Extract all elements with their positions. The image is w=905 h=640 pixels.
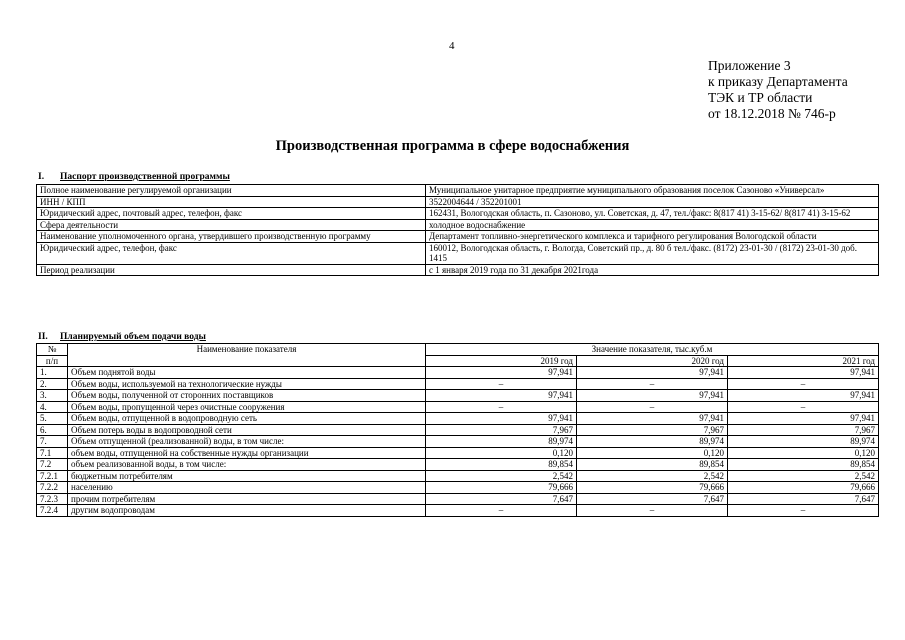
row-indicator-name: Объем воды, полученной от сторонних поставщиков [68, 390, 426, 402]
row-value-2020: 7,967 [577, 424, 728, 436]
passport-row [37, 208, 879, 220]
table-row [37, 482, 879, 494]
passport-value: холодное водоснабжение [426, 219, 879, 231]
row-value-2020: 97,941 [577, 367, 728, 379]
row-value-2021: – [728, 378, 879, 390]
appendix-line-1: Приложение 3 [708, 58, 791, 73]
row-indicator-name: бюджетным потребителям [68, 470, 426, 482]
table-row [37, 436, 879, 448]
row-value-2019: 97,941 [426, 413, 577, 425]
row-value-2021: 97,941 [728, 390, 879, 402]
row-value-2019: 79,666 [426, 482, 577, 494]
table-row [37, 378, 879, 390]
row-value-2019: – [426, 378, 577, 390]
row-value-2020: 79,666 [577, 482, 728, 494]
row-value-2021: 97,941 [728, 367, 879, 379]
row-value-2021: – [728, 505, 879, 517]
section-2-heading [38, 332, 206, 342]
passport-row [37, 231, 879, 243]
passport-label: Юридический адрес, почтовый адрес, телефон, факс [37, 208, 426, 220]
document-title: Производственная программа в сфере водоснабжения [275, 138, 630, 154]
row-number: 1. [37, 367, 68, 379]
header-no: № [37, 344, 68, 356]
section-2-number: II. [38, 332, 48, 342]
row-indicator-name: другим водопроводам [68, 505, 426, 517]
row-value-2021: 7,967 [728, 424, 879, 436]
row-indicator-name: объем реализованной воды, в том числе: [68, 459, 426, 471]
passport-row [37, 196, 879, 208]
row-value-2020: 97,941 [577, 390, 728, 402]
header-no-sub: п/п [37, 355, 68, 367]
header-year-2021: 2021 год [728, 355, 879, 367]
row-value-2019: 7,647 [426, 493, 577, 505]
row-value-2019: 2,542 [426, 470, 577, 482]
row-number: 6. [37, 424, 68, 436]
row-value-2019: 89,974 [426, 436, 577, 448]
row-value-2020: 0,120 [577, 447, 728, 459]
table-row [37, 493, 879, 505]
passport-row [37, 264, 879, 276]
row-number: 7.1 [37, 447, 68, 459]
row-indicator-name: Объем воды, используемой на технологические нужды [68, 378, 426, 390]
row-value-2021: – [728, 401, 879, 413]
header-year-2019: 2019 год [426, 355, 577, 367]
row-number: 7.2 [37, 459, 68, 471]
section-1-heading [38, 172, 230, 182]
passport-value: 3522004644 / 352201001 [426, 196, 879, 208]
row-number: 7.2.4 [37, 505, 68, 517]
header-year-2020: 2020 год [577, 355, 728, 367]
section-2-title: Планируемый объем подачи воды [60, 332, 206, 342]
water-volume-table [36, 343, 879, 517]
header-value-group: Значение показателя, тыс.куб.м [426, 344, 879, 356]
row-number: 7. [37, 436, 68, 448]
row-value-2020: – [577, 401, 728, 413]
row-number: 7.2.3 [37, 493, 68, 505]
table-row [37, 505, 879, 517]
page-number: 4 [449, 40, 455, 52]
row-indicator-name: Объем воды, отпущенной в водопроводную сеть [68, 413, 426, 425]
row-indicator-name: населению [68, 482, 426, 494]
row-indicator-name: прочим потребителям [68, 493, 426, 505]
appendix-header [708, 58, 848, 122]
row-value-2019: 97,941 [426, 367, 577, 379]
row-value-2020: 97,941 [577, 413, 728, 425]
row-value-2019: – [426, 505, 577, 517]
table-row [37, 367, 879, 379]
passport-value: Департамент топливно-энергетического комплекса и тарифного регулирования Вологодской области [426, 231, 879, 243]
passport-label: Наименование уполномоченного органа, утвердившего производственную программу [37, 231, 426, 243]
appendix-line-4: от 18.12.2018 № 746-р [708, 106, 836, 121]
passport-row [37, 219, 879, 231]
table-row [37, 401, 879, 413]
passport-label: ИНН / КПП [37, 196, 426, 208]
passport-label: Полное наименование регулируемой организации [37, 185, 426, 197]
row-indicator-name: Объем потерь воды в водопроводной сети [68, 424, 426, 436]
row-value-2021: 79,666 [728, 482, 879, 494]
row-indicator-name: Объем воды, пропущенной через очистные сооружения [68, 401, 426, 413]
row-value-2020: 89,974 [577, 436, 728, 448]
row-number: 4. [37, 401, 68, 413]
row-number: 2. [37, 378, 68, 390]
passport-value: Муниципальное унитарное предприятие муниципального образования поселок Сазоново «Универсал» [426, 185, 879, 197]
row-value-2019: 7,967 [426, 424, 577, 436]
row-value-2020: – [577, 378, 728, 390]
row-value-2020: – [577, 505, 728, 517]
passport-value: 162431, Вологодская область, п. Сазоново, ул. Советская, д. 47, тел./факс: 8(817 41) 3-15-62/ 8(817 41) 3-15-62 [426, 208, 879, 220]
table-row [37, 424, 879, 436]
passport-row [37, 242, 879, 264]
row-value-2019: 89,854 [426, 459, 577, 471]
row-indicator-name: Объем отпущенной (реализованной) воды, в том числе: [68, 436, 426, 448]
table-row [37, 459, 879, 471]
row-value-2021: 89,974 [728, 436, 879, 448]
row-value-2021: 2,542 [728, 470, 879, 482]
row-value-2019: – [426, 401, 577, 413]
passport-label: Юридический адрес, телефон, факс [37, 242, 426, 264]
passport-value: 160012, Вологодская область, г. Вологда, Советский пр., д. 80 б тел./факс. (8172) 23-01-30 / (8172) 23-01-30 доб. 1415 [426, 242, 879, 264]
passport-row [37, 185, 879, 197]
appendix-line-3: ТЭК и ТР области [708, 90, 813, 105]
row-value-2020: 7,647 [577, 493, 728, 505]
header-name: Наименование показателя [68, 344, 426, 367]
passport-label: Сфера деятельности [37, 219, 426, 231]
table-row [37, 447, 879, 459]
row-number: 3. [37, 390, 68, 402]
section-1-title: Паспорт производственной программы [60, 172, 230, 182]
row-value-2020: 2,542 [577, 470, 728, 482]
row-number: 5. [37, 413, 68, 425]
row-indicator-name: объем воды, отпущенной на собственные нужды организации [68, 447, 426, 459]
section-1-number: I. [38, 172, 45, 182]
row-value-2019: 0,120 [426, 447, 577, 459]
passport-table [36, 184, 879, 276]
row-number: 7.2.2 [37, 482, 68, 494]
passport-label: Период реализации [37, 264, 426, 276]
appendix-line-2: к приказу Департамента [708, 74, 848, 89]
row-value-2020: 89,854 [577, 459, 728, 471]
row-value-2021: 7,647 [728, 493, 879, 505]
row-number: 7.2.1 [37, 470, 68, 482]
row-value-2021: 97,941 [728, 413, 879, 425]
table-row [37, 470, 879, 482]
passport-value: с 1 января 2019 года по 31 декабря 2021года [426, 264, 879, 276]
row-value-2021: 89,854 [728, 459, 879, 471]
row-value-2019: 97,941 [426, 390, 577, 402]
row-indicator-name: Объем поднятой воды [68, 367, 426, 379]
table-row [37, 413, 879, 425]
row-value-2021: 0,120 [728, 447, 879, 459]
table-row [37, 390, 879, 402]
